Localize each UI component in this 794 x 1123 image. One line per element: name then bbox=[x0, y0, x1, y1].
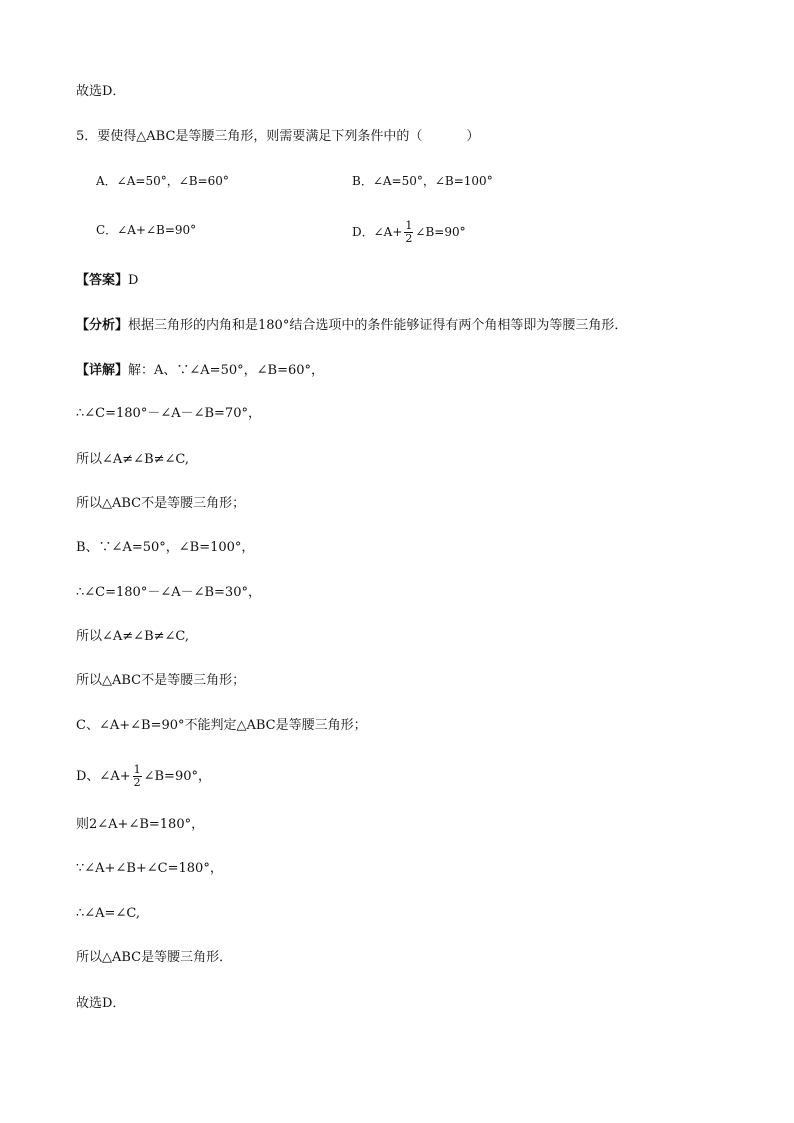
analysis-text: 根据三角形的内角和是180°结合选项中的条件能够证得有两个角相等即为等腰三角形． bbox=[128, 318, 628, 333]
final-choice: 故选D． bbox=[76, 996, 126, 1011]
option-c: C．∠A+∠B=90° bbox=[96, 223, 197, 237]
detail-a: 解：A、∵∠A=50°，∠B=60°， bbox=[128, 363, 324, 378]
detail-b-2: ∴∠C=180°－∠A－∠B=30°， bbox=[76, 585, 261, 600]
detail-b-3: 所以∠A≠∠B≠∠C, bbox=[76, 629, 190, 644]
answer-label: 【答案】 bbox=[76, 273, 129, 288]
detail-d-3: ∵∠A+∠B+∠C=180°， bbox=[76, 861, 223, 876]
analysis-label: 【分析】 bbox=[76, 318, 129, 333]
detail-b-1: B、∵∠A=50°，∠B=100°， bbox=[76, 540, 255, 555]
detail-line bbox=[76, 361, 324, 381]
option-d-pre: D．∠A+ bbox=[352, 225, 403, 239]
detail-d-2: 则2∠A+∠B=180°， bbox=[76, 817, 205, 832]
option-b: B．∠A=50°，∠B=100° bbox=[352, 174, 493, 188]
detail-d-4: ∴∠A=∠C, bbox=[76, 906, 140, 921]
detail-a-2: ∴∠C=180°－∠A－∠B=70°， bbox=[76, 406, 261, 421]
fraction-numerator: 1 bbox=[133, 763, 141, 776]
analysis-line bbox=[76, 316, 627, 336]
fraction-numerator: 1 bbox=[405, 219, 413, 232]
choose-d-text: 故选D． bbox=[76, 84, 126, 99]
fraction-denominator: 2 bbox=[405, 232, 413, 245]
option-d-post: ∠B=90° bbox=[415, 225, 466, 239]
fraction-half bbox=[404, 220, 413, 245]
option-d bbox=[352, 220, 466, 245]
question-5 bbox=[76, 127, 479, 147]
detail-a-4: 所以△ABC不是等腰三角形； bbox=[76, 496, 246, 511]
detail-b-4: 所以△ABC不是等腰三角形； bbox=[76, 673, 246, 688]
option-a: A．∠A=50°，∠B=60° bbox=[96, 174, 229, 188]
fraction-denominator: 2 bbox=[133, 776, 141, 789]
detail-d-post: ∠B=90°， bbox=[143, 769, 211, 784]
detail-label: 【详解】 bbox=[76, 363, 129, 378]
detail-d-pre: D、∠A+ bbox=[76, 769, 131, 784]
question-5-text: 5．要使得△ABC是等腰三角形，则需要满足下列条件中的（ bbox=[76, 129, 423, 144]
fraction-half-detail bbox=[133, 764, 142, 789]
detail-c-1: C、∠A+∠B=90°不能判定△ABC是等腰三角形； bbox=[76, 718, 367, 733]
question-5-close: ） bbox=[466, 129, 480, 144]
detail-a-3: 所以∠A≠∠B≠∠C, bbox=[76, 452, 190, 467]
detail-d-5: 所以△ABC是等腰三角形． bbox=[76, 950, 233, 965]
detail-d-1 bbox=[76, 764, 211, 789]
answer-value: D bbox=[128, 273, 139, 288]
answer-line bbox=[76, 271, 138, 291]
